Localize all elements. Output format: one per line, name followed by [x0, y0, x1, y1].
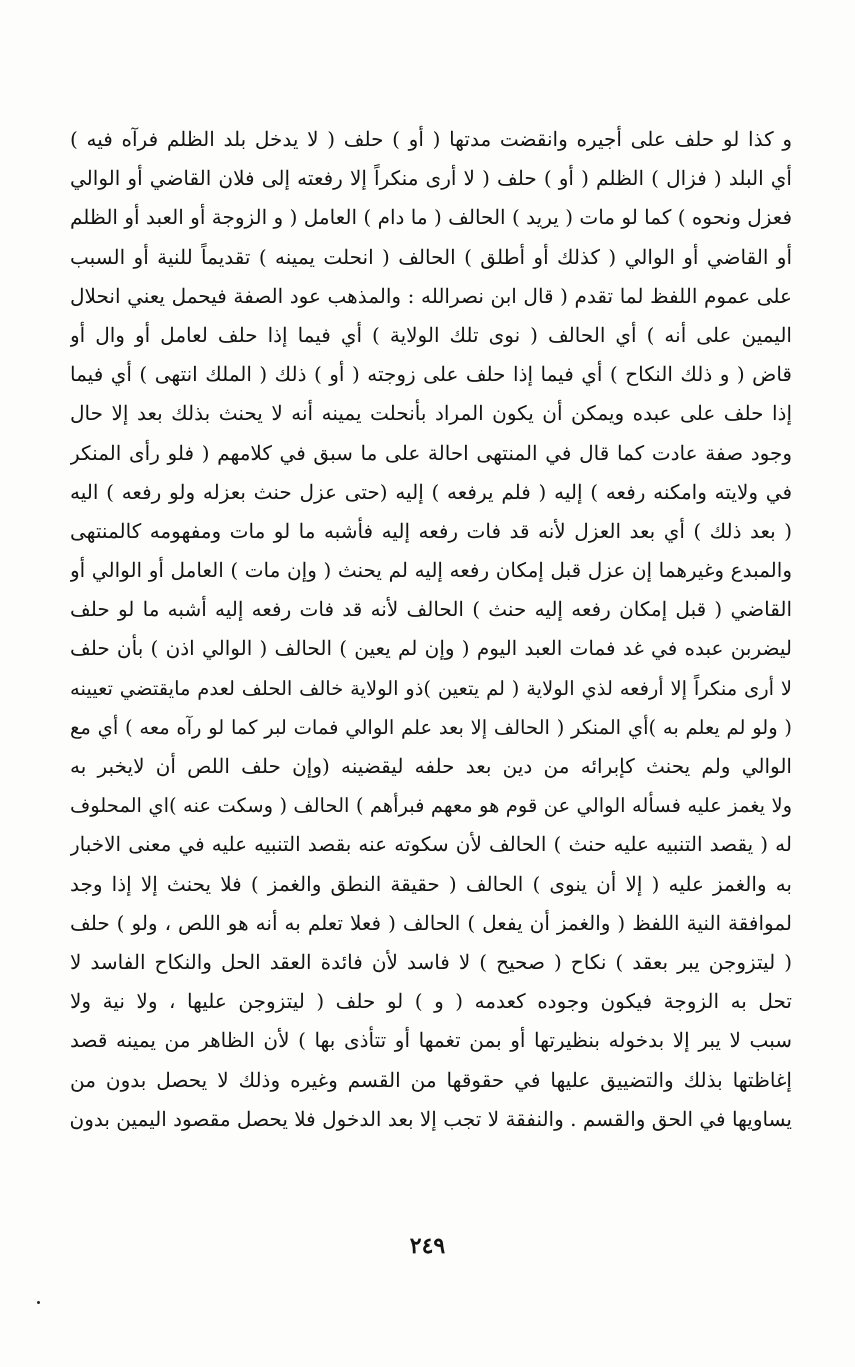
text-line: والمبدع وغيرهما إن عزل قبل إمكان رفعه إليه لم يحنث ( وإن مات ) العامل أو الوالي أو — [70, 558, 792, 583]
text-line: ( بعد ذلك ) أي بعد العزل لأنه قد فات رفعه إليه فأشبه ما لو مات ومفهومه كالمنتهى — [70, 518, 792, 543]
text-line: لموافقة النية اللفظ ( والغمز أن يفعل ) الحالف ( فعلا تعلم به أنه هو اللص ، ولو ) حلف — [70, 910, 792, 935]
page-number: ٢٤٩ — [409, 1233, 446, 1259]
text-line: أي البلد ( فزال ) الظلم ( أو ) حلف ( لا أرى منكراً إلا رفعته إلى فلان القاضي أو الوالي — [70, 166, 792, 191]
text-line: القاضي ( قبل إمكان رفعه إليه حنث ) الحالف لأنه قد فات رفعه إليه أشبه ما لو حلف — [70, 597, 792, 622]
body-text — [70, 120, 792, 1139]
text-line: ( ولو لم يعلم به )أي المنكر ( الحالف إلا بعد علم الوالي فمات لبر كما لو رآه معه ) أي مع — [70, 715, 792, 739]
text-line: يساويها في الحق والقسم . والنفقة لا تجب إلا بعد الدخول فلا يحصل مقصود اليمين بدون — [70, 1106, 792, 1131]
text-line: فعزل ونحوه ) كما لو مات ( يريد ) الحالف ( ما دام ) العامل ( و الزوجة أو العبد أو الظلم — [70, 205, 792, 230]
text-line: ( ليتزوجن يبر بعقد ) نكاح ( صحيح ) لا فاسد لأن فائدة العقد الحل والنكاح الفاسد لا — [70, 949, 792, 974]
text-line: أو القاضي أو الوالي ( كذلك أو أطلق ) الحالف ( انحلت يمينه ) تقديماً للنية أو السبب — [70, 244, 792, 269]
text-line: سبب لا يبر إلا بدخوله بنظيرتها أو بمن تغمها أو تتأذى بها ) لأن الظاهر من يمينه قصد — [70, 1028, 792, 1053]
text-line: ليضربن عبده في غد فمات العبد اليوم ( وإن لم يعين ) الحالف ( الوالي اذن ) بأن حلف — [70, 636, 792, 661]
text-line: إذا حلف على عبده ويمكن أن يكون المراد بأنحلت يمينه أنه لا يحنث بذلك بعد إلا حال — [70, 401, 792, 426]
text-line: قاض ( و ذلك النكاح ) أي فيما إذا حلف على زوجته ( أو ) ذلك ( الملك انتهى ) أي فيما — [70, 362, 792, 387]
text-line: ولا يغمز عليه فسأله الوالي عن قوم هو معهم فبرأهم ) الحالف ( وسكت عنه )اي المحلوف — [70, 794, 792, 818]
text-line: لا أرى منكراً إلا أرفعه لذي الولاية ( لم يتعين )ذو الولاية خالف الحلف لعدم مايقتضي تعيينه — [70, 676, 792, 700]
text-line: به والغمز عليه ( إلا أن ينوى ) الحالف ( حقيقة النطق والغمز ) فلا يحنث إلا إذا وجد — [70, 871, 792, 896]
text-line: في ولايته وامكنه رفعه ) إليه ( فلم يرفعه ) إليه (حتى عزل حنث بعزله ولو رفعه ) اليه — [70, 479, 792, 504]
scan-speck — [37, 1301, 40, 1304]
text-line: تحل به الزوجة فيكون وجوده كعدمه ( و ) لو حلف ( ليتزوجن عليها ، ولا نية ولا — [70, 989, 792, 1014]
text-line: وجود صفة عادت كما قال في المنتهى احالة على ما سبق في كلامهم ( فلو رأى المنكر — [70, 440, 792, 465]
text-line: له ( يقصد التنبيه عليه حنث ) الحالف لأن سكوته عنه بقصد التنبيه عليه في معنى الاخبار — [70, 832, 792, 857]
text-line: الوالي ولم يحنث كإبرائه من دين بعد حلفه ليقضينه (وإن حلف اللص أن لايخبر به — [70, 754, 792, 778]
text-line: على عموم اللفظ لما تقدم ( قال ابن نصرالله : والمذهب عود الصفة فيحمل يعني انحلال — [70, 283, 792, 308]
text-line: اليمين على أنه ) أي الحالف ( نوى تلك الولاية ) أي فيما إذا حلف لعامل أو وال أو — [70, 322, 792, 347]
text-line: إغاظتها بذلك والتضييق عليها في حقوقها من القسم وغيره وذلك لا يحصل بدون من — [70, 1067, 792, 1092]
text-line: و كذا لو حلف على أجيره وانقضت مدتها ( أو ) حلف ( لا يدخل بلد الظلم فرآه فيه ) — [70, 127, 792, 151]
